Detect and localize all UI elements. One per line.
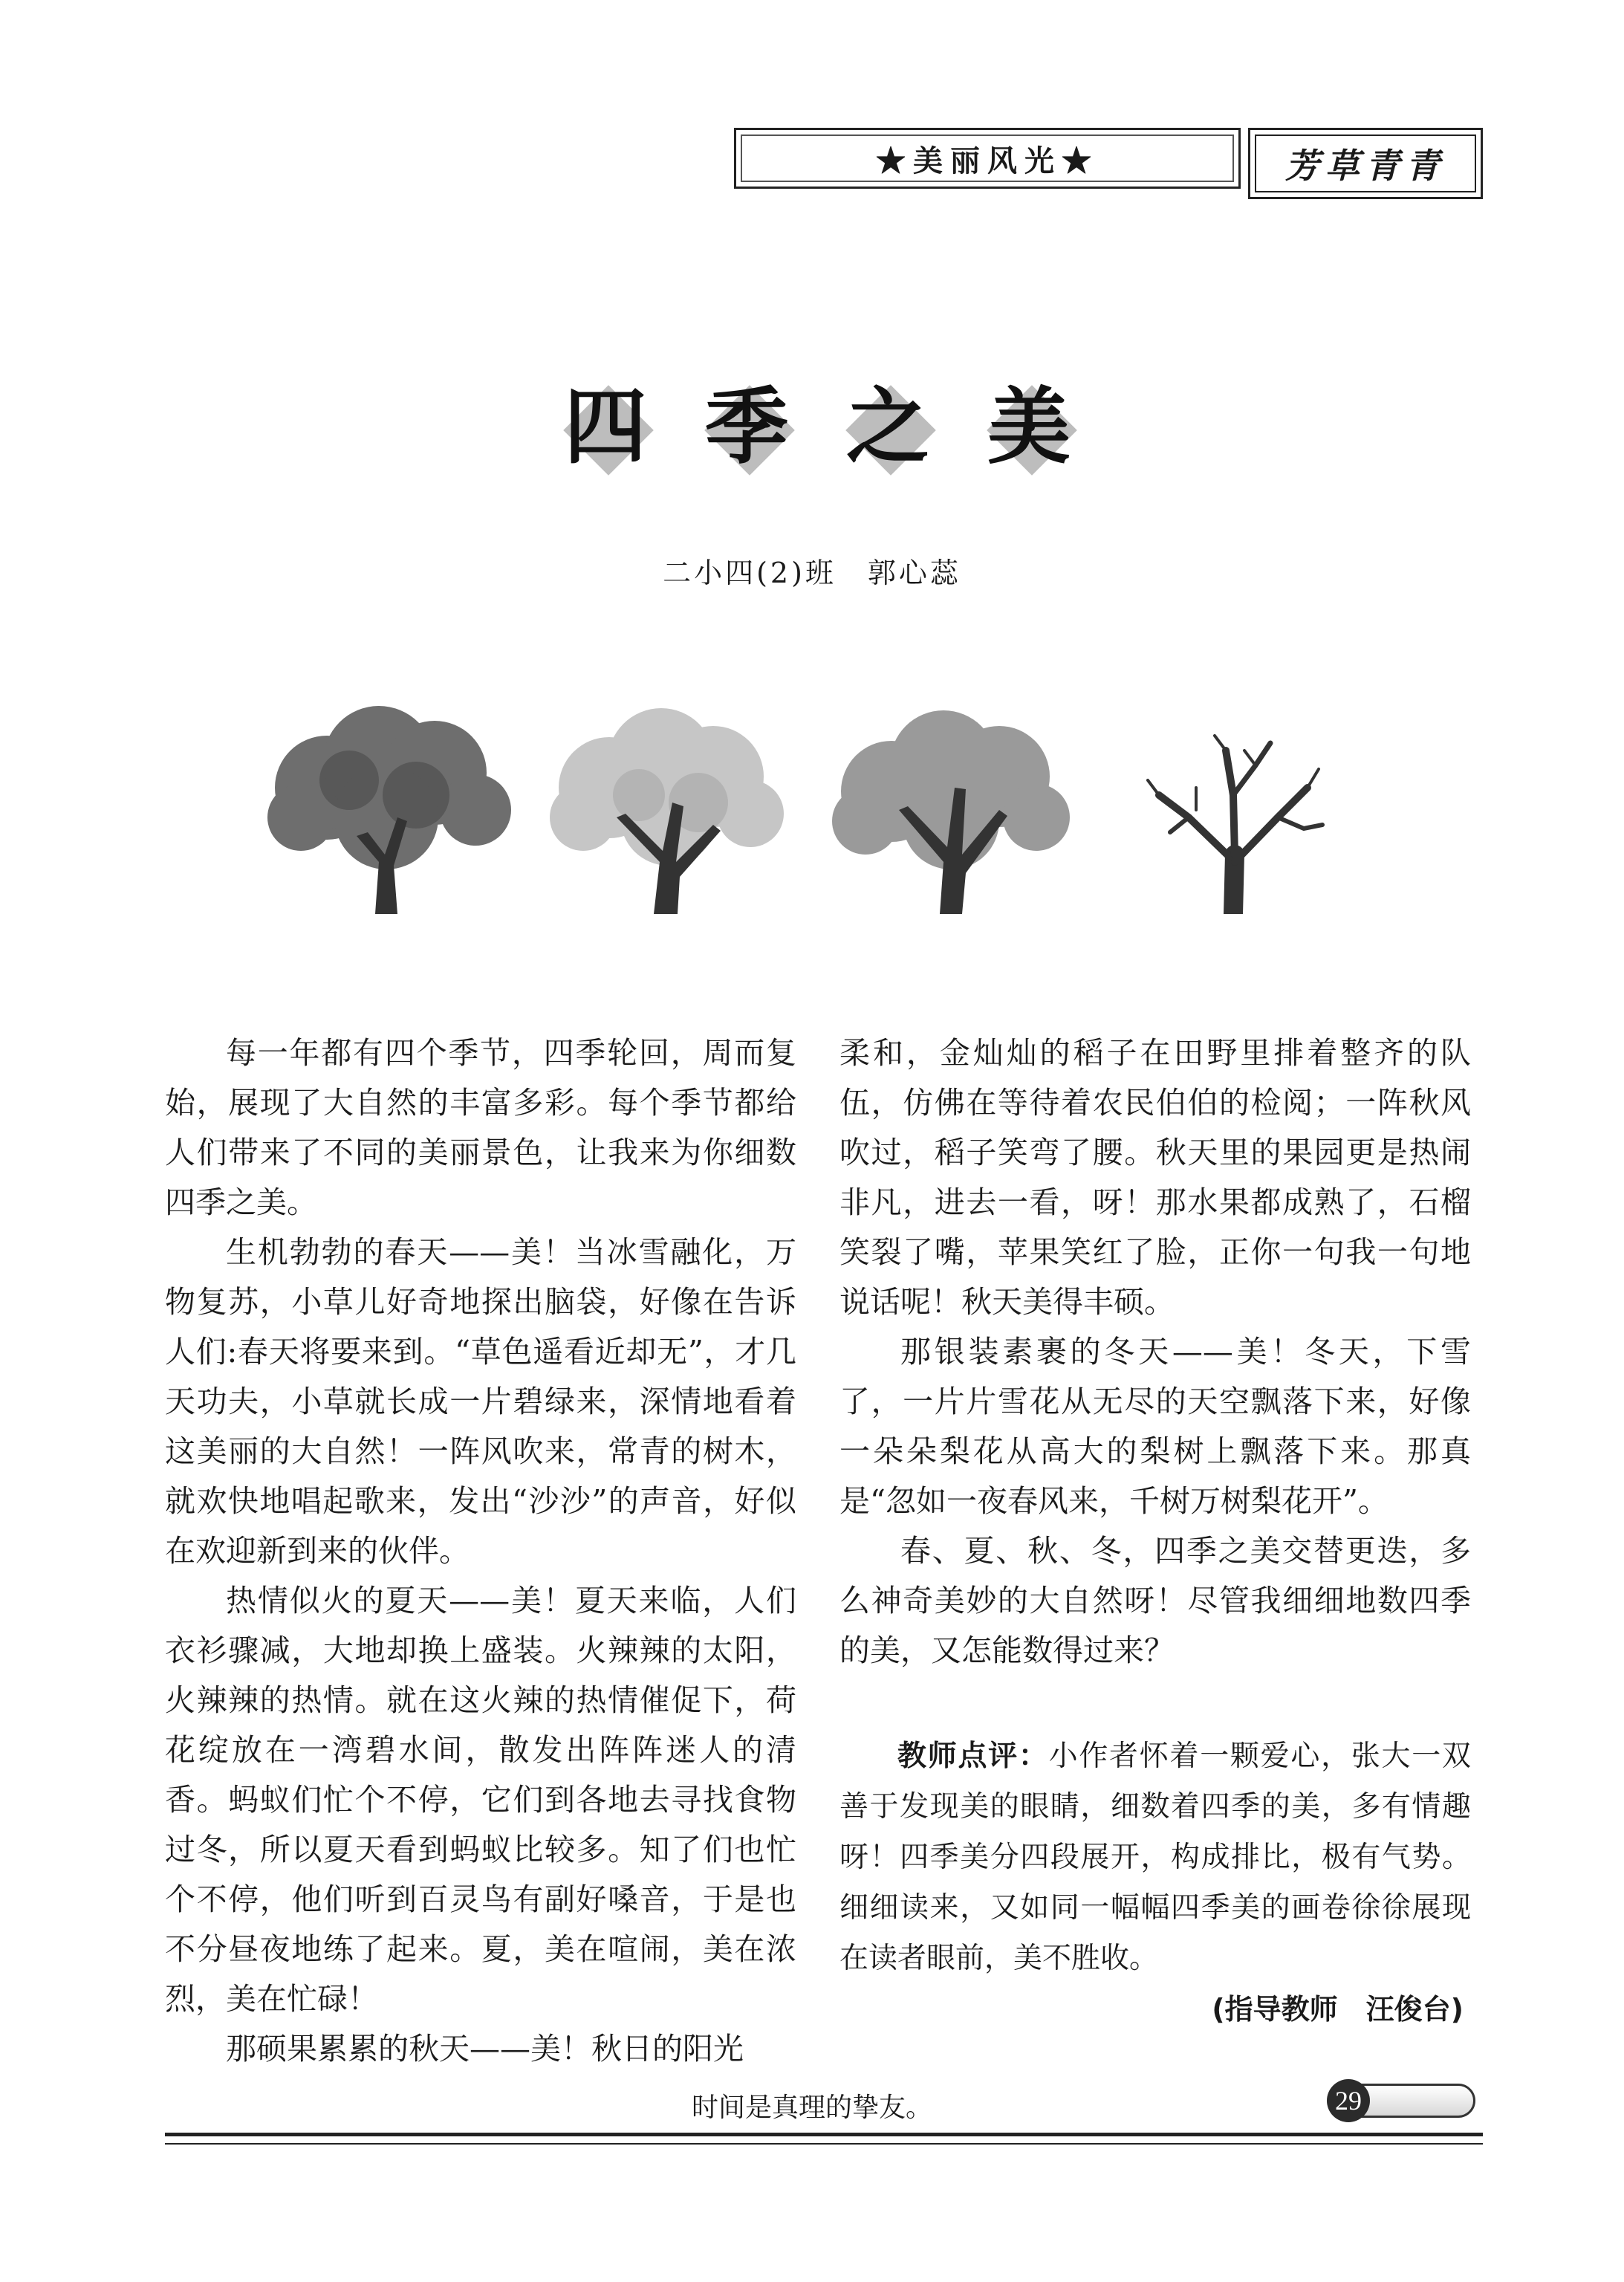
paragraph-conclusion: 春、夏、秋、冬，四季之美交替更迭，多么神奇美妙的大自然呀！尽管我细细地数四季的美，又怎能数得过来？	[839, 1533, 1471, 1668]
paragraph-autumn-continued: 柔和，金灿灿的稻子在田野里排着整齐的队伍，仿佛在等待着农民伯伯的检阅；一阵秋风吹过，稻子笑弯了腰。秋天里的果园更是热闹非凡，进去一看，呀！那水果都成熟了，石榴笑裂了嘴，苹果笑红了脸，正你一句我一句地说话呢！秋天美得丰硕。	[839, 1035, 1471, 1320]
paragraph-winter: 那银装素裹的冬天——美！冬天，下雪了，一片片雪花从无尽的天空飘落下来，好像一朵朵梨花从高大的梨树上飘落下来。那真是“忽如一夜春风来，千树万树梨花开”。	[839, 1334, 1471, 1519]
column-label-box	[1248, 128, 1483, 199]
summer-tree-icon	[550, 708, 784, 914]
paragraph-autumn-start: 那硕果累累的秋天——美！秋日的阳光	[226, 2031, 744, 2067]
advisor-credit: (指导教师 汪俊台)	[1212, 1993, 1464, 2026]
spring-tree-icon	[267, 706, 511, 914]
article-title	[550, 372, 1085, 483]
title-char-1: 四	[550, 372, 661, 483]
footer-motto: 时间是真理的挚友。	[691, 2093, 932, 2123]
paragraph-spring: 生机勃勃的春天——美！当冰雪融化，万物复苏，小草儿好奇地探出脑袋，好像在告诉人们:春天将要来到。“草色遥看近却无”，才几天功夫，小草就长成一片碧绿来，深情地看着这美丽的大自然！一阵风吹来，常青的树木，就欢快地唱起歌来，发出“沙沙”的声音，好似在欢迎新到来的伙伴。	[165, 1234, 796, 1569]
winter-tree-icon	[1148, 736, 1322, 914]
footer-rule-thin	[165, 2143, 1483, 2145]
article-body-left-column	[165, 1028, 796, 2074]
title-char-2: 季	[691, 372, 802, 483]
article-body-right-column	[839, 1028, 1471, 2035]
teacher-comment	[839, 1731, 1471, 1984]
paragraph-intro: 每一年都有四个季节，四季轮回，周而复始，展现了大自然的丰富多彩。每个季节都给人们带来了不同的美丽景色，让我来为你细数四季之美。	[165, 1035, 796, 1220]
section-label: ★美丽风光★	[741, 134, 1234, 182]
footer-rule-thick	[165, 2133, 1483, 2136]
section-label-box	[734, 128, 1241, 189]
title-char-3: 之	[832, 372, 943, 483]
author-byline: 二小四(2)班 郭心蕊	[663, 557, 961, 589]
column-label: 芳草青青	[1255, 134, 1476, 192]
title-char-4: 美	[973, 372, 1085, 483]
page-number: 29	[1327, 2079, 1370, 2122]
teacher-comment-text: 小作者怀着一颗爱心，张大一双善于发现美的眼睛，细数着四季的美，多有情趣呀！四季美分四段展开，构成排比，极有气势。细细读来，又如同一幅幅四季美的画卷徐徐展现在读者眼前，美不胜收。	[839, 1740, 1471, 1975]
paragraph-summer: 热情似火的夏天——美！夏天来临，人们衣衫骤减，大地却换上盛装。火辣辣的太阳，火辣辣的热情。就在这火辣的热情催促下，荷花绽放在一湾碧水间，散发出阵阵迷人的清香。蚂蚁们忙个不停，它们到各地去寻找食物过冬，所以夏天看到蚂蚁比较多。知了们也忙个不停，他们听到百灵鸟有副好嗓音，于是也不分昼夜地练了起来。夏，美在喧闹，美在浓烈，美在忙碌！	[165, 1583, 796, 2017]
autumn-tree-icon	[832, 710, 1070, 914]
teacher-comment-label: 教师点评：	[897, 1740, 1049, 1773]
four-seasons-trees-illustration	[267, 706, 1367, 914]
